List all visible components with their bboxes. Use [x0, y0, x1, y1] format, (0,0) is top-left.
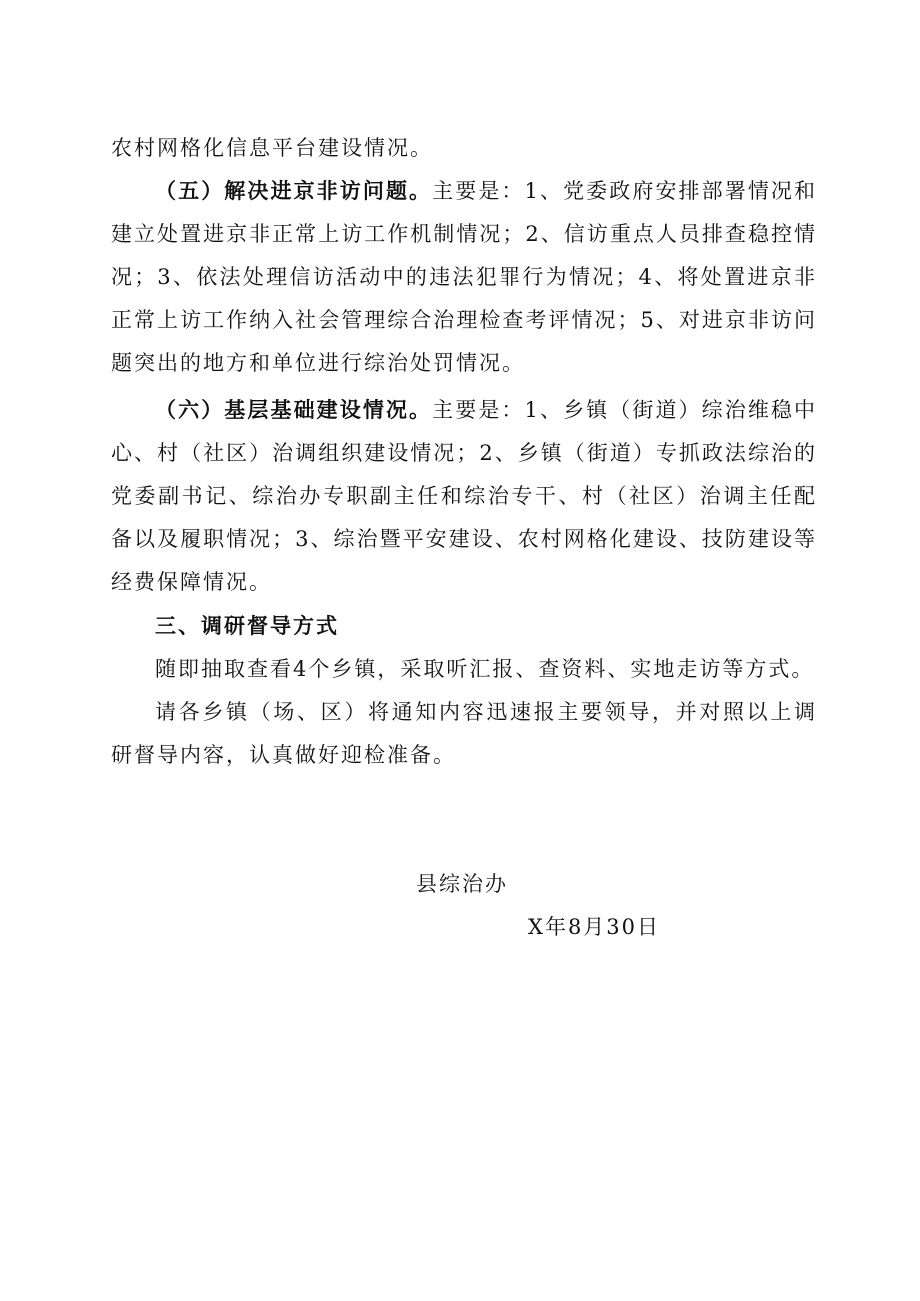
- paragraph-section-six: [111, 389, 817, 604]
- paragraph-request: [111, 691, 817, 777]
- section-six-title: （六）基层基础建设情况。: [155, 398, 433, 422]
- paragraph-platform-construction: [111, 127, 817, 170]
- paragraph-text: 请各乡镇（场、区）将通知内容迅速报主要领导，并对照以上调研督导内容，认真做好迎检准备。: [111, 700, 817, 767]
- signature-issuer: 县综治办: [416, 872, 508, 896]
- paragraph-text: 农村网格化信息平台建设情况。: [111, 136, 433, 160]
- paragraph-section-five: [111, 170, 817, 385]
- section-five-title: （五）解决进京非访问题。: [155, 179, 433, 203]
- signature-date: X年8月30日: [528, 915, 661, 939]
- paragraph-text: 随即抽取查看4个乡镇，采取听汇报、查资料、实地走访等方式。: [155, 657, 815, 681]
- section-five-body: 主要是：1、党委政府安排部署情况和建立处置进京非正常上访工作机制情况；2、信访重点人员排查稳控情况；3、依法处理信访活动中的违法犯罪行为情况；4、将处置进京非正常上访工作纳入社会管理综合治理检查考评情况；5、对进京非访问题突出的地方和单位进行综治处罚情况。: [111, 179, 818, 375]
- heading-three: 三、调研督导方式: [155, 614, 339, 638]
- paragraph-method: [111, 648, 817, 691]
- section-six-body: 主要是：1、乡镇（街道）综治维稳中心、村（社区）治调组织建设情况；2、乡镇（街道）专抓政法综治的党委副书记、综治办专职副主任和综治专干、村（社区）治调主任配备以及履职情况；3、综治暨平安建设、农村网格化建设、技防建设等经费保障情况。: [111, 398, 818, 594]
